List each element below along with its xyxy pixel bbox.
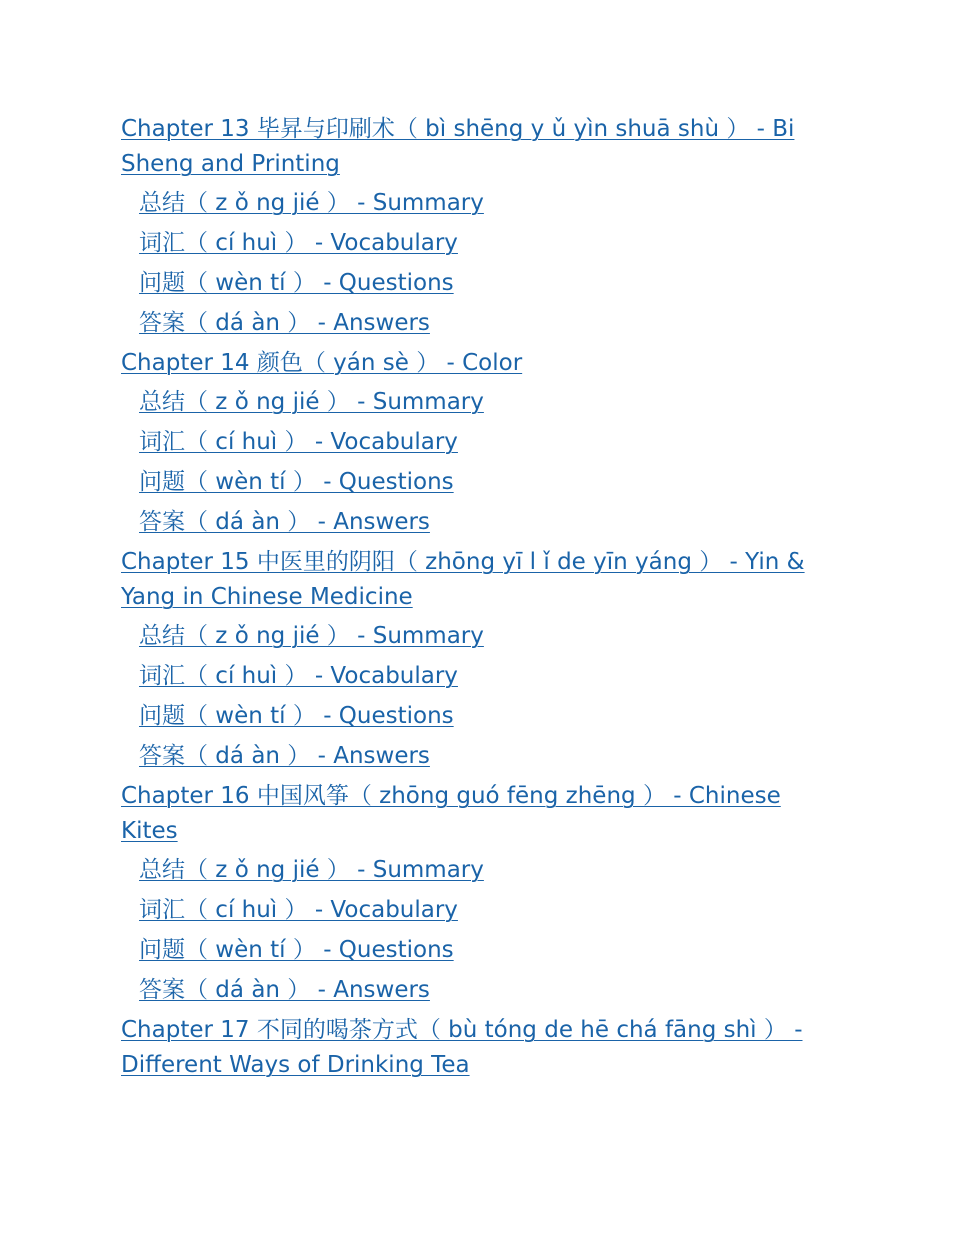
chapter-15-vocabulary-link[interactable]: 词汇（ cí huì ） - Vocabulary <box>139 663 458 689</box>
chapter-16-answers-link[interactable]: 答案（ dá àn ） - Answers <box>139 977 430 1003</box>
chapter-13-vocabulary-link[interactable]: 词汇（ cí huì ） - Vocabulary <box>139 230 458 256</box>
chapter-15-answers-link[interactable]: 答案（ dá àn ） - Answers <box>139 743 430 769</box>
chapter-13-answers-link[interactable]: 答案（ dá àn ） - Answers <box>139 310 430 336</box>
chapter-16-summary-link[interactable]: 总结（ z ǒ ng jié ） - Summary <box>139 857 484 883</box>
chapter-14-summary-link[interactable]: 总结（ z ǒ ng jié ） - Summary <box>139 389 484 415</box>
table-of-contents <box>121 112 841 1087</box>
chapter-14-link[interactable]: Chapter 14 颜色（ yán sè ） - Color <box>121 350 523 376</box>
chapter-16-link[interactable]: Chapter 16 中国风筝（ zhōng guó fēng zhēng ） - Chinese Kites <box>121 783 781 844</box>
chapter-15-questions-link[interactable]: 问题（ wèn tí ） - Questions <box>139 703 454 729</box>
chapter-15-summary-link[interactable]: 总结（ z ǒ ng jié ） - Summary <box>139 623 484 649</box>
chapter-13-link[interactable]: Chapter 13 毕昇与印刷术（ bì shēng y ǔ yìn shuā shù ） - Bi Sheng and Printing <box>121 116 795 177</box>
chapter-16-questions-link[interactable]: 问题（ wèn tí ） - Questions <box>139 937 454 963</box>
chapter-14-questions-link[interactable]: 问题（ wèn tí ） - Questions <box>139 469 454 495</box>
chapter-13-summary-link[interactable]: 总结（ z ǒ ng jié ） - Summary <box>139 190 484 216</box>
chapter-13-questions-link[interactable]: 问题（ wèn tí ） - Questions <box>139 270 454 296</box>
chapter-16-vocabulary-link[interactable]: 词汇（ cí huì ） - Vocabulary <box>139 897 458 923</box>
chapter-17-link[interactable]: Chapter 17 不同的喝茶方式（ bù tóng de hē chá fāng shì ） - Different Ways of Drinking Tea <box>121 1017 803 1078</box>
chapter-14-vocabulary-link[interactable]: 词汇（ cí huì ） - Vocabulary <box>139 429 458 455</box>
chapter-15-link[interactable]: Chapter 15 中医里的阴阳（ zhōng yī l ǐ de yīn yáng ） - Yin & Yang in Chinese Medicine <box>121 549 805 610</box>
chapter-14-answers-link[interactable]: 答案（ dá àn ） - Answers <box>139 509 430 535</box>
